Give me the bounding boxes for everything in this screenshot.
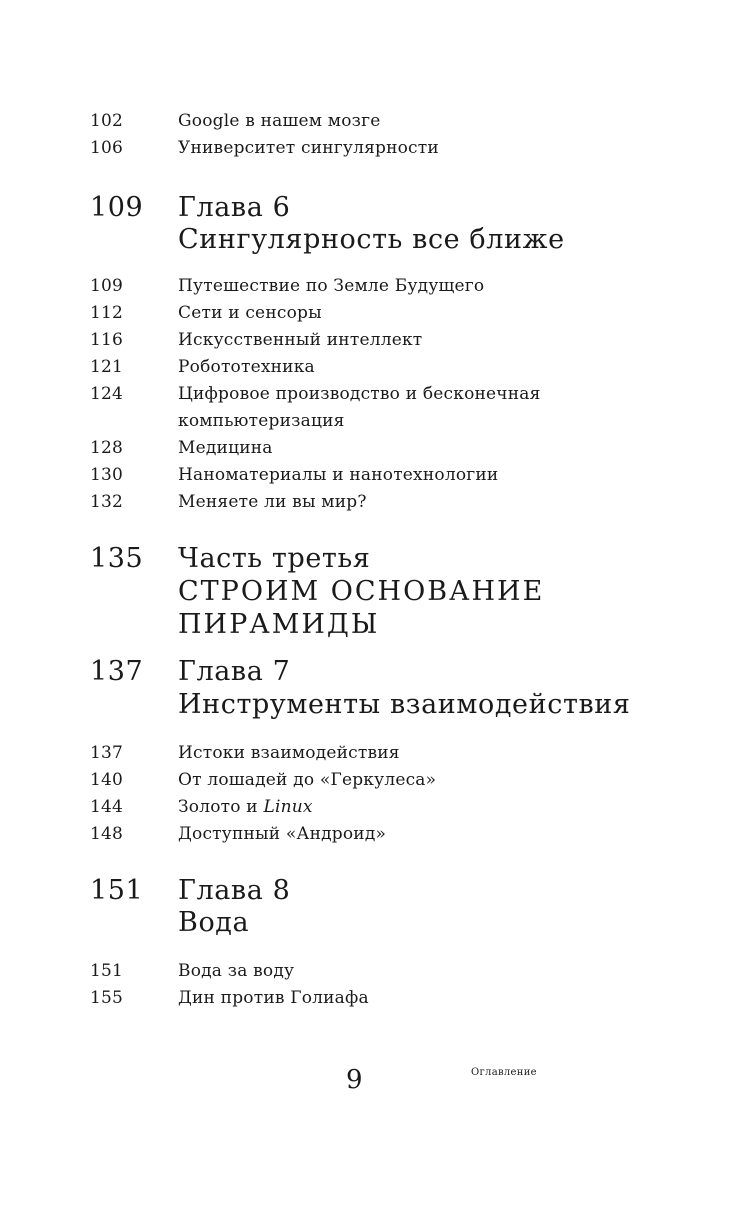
- chapter-title: Инструменты взаимодействия: [178, 689, 631, 720]
- toc-entry-title: Меняете ли вы мир?: [178, 492, 367, 512]
- page-number: 9: [346, 1065, 363, 1095]
- chapter-label: Глава 6: [178, 192, 291, 223]
- toc-entry-title: От лошадей до «Геркулеса»: [178, 770, 437, 790]
- toc-entry-title: Медицина: [178, 438, 273, 458]
- toc-entry-title: Сети и сенсоры: [178, 303, 322, 323]
- toc-page-number: 102: [90, 111, 124, 131]
- toc-page-number: 116: [90, 330, 124, 350]
- chapter-label: Глава 8: [178, 875, 291, 906]
- toc-entry-title-italic: Linux: [263, 797, 313, 817]
- part-label: Часть третья: [178, 543, 371, 574]
- toc-entry-title: компьютеризация: [178, 411, 345, 431]
- running-footer-label: Оглавление: [471, 1067, 537, 1078]
- toc-entry-title: Цифровое производство и бесконечная: [178, 384, 541, 404]
- chapter-page-number: 109: [90, 192, 144, 223]
- toc-page-number: 151: [90, 961, 124, 981]
- chapter-page-number: 137: [90, 656, 144, 687]
- toc-entry-title: Путешествие по Земле Будущего: [178, 276, 485, 296]
- toc-page-number: 124: [90, 384, 124, 404]
- part-title: ПИРАМИДЫ: [178, 609, 380, 640]
- toc-entry-title: Вода за воду: [178, 961, 295, 981]
- toc-entry-title: Университет сингулярности: [178, 138, 439, 158]
- chapter-title: Сингулярность все ближе: [178, 224, 565, 255]
- chapter-label: Глава 7: [178, 656, 291, 687]
- toc-page-number: 130: [90, 465, 124, 485]
- toc-entry-title: Наноматериалы и нанотехнологии: [178, 465, 499, 485]
- part-page-number: 135: [90, 543, 144, 574]
- toc-page-number: 106: [90, 138, 124, 158]
- toc-page-number: 128: [90, 438, 124, 458]
- toc-entry-title: Доступный «Андроид»: [178, 824, 387, 844]
- toc-page-number: 112: [90, 303, 124, 323]
- toc-entry-title: Робототехника: [178, 357, 315, 377]
- toc-page-number: 137: [90, 743, 124, 763]
- toc-entry-title: Google в нашем мозге: [178, 111, 381, 131]
- toc-entry-title: Дин против Голиафа: [178, 988, 369, 1008]
- toc-page-number: 148: [90, 824, 124, 844]
- toc-entry-title: Искусственный интеллект: [178, 330, 423, 350]
- chapter-title: Вода: [178, 907, 250, 938]
- toc-entry-title-prefix: Золото и: [178, 797, 264, 817]
- toc-page-number: 121: [90, 357, 124, 377]
- toc-page-number: 155: [90, 988, 124, 1008]
- chapter-page-number: 151: [90, 875, 144, 906]
- toc-entry-title: [178, 794, 698, 821]
- toc-entry-title: Истоки взаимодействия: [178, 743, 400, 763]
- part-title: СТРОИМ ОСНОВАНИЕ: [178, 576, 545, 607]
- toc-page-number: 144: [90, 797, 124, 817]
- toc-page-number: 132: [90, 492, 124, 512]
- toc-page-number: 109: [90, 276, 124, 296]
- toc-page-number: 140: [90, 770, 124, 790]
